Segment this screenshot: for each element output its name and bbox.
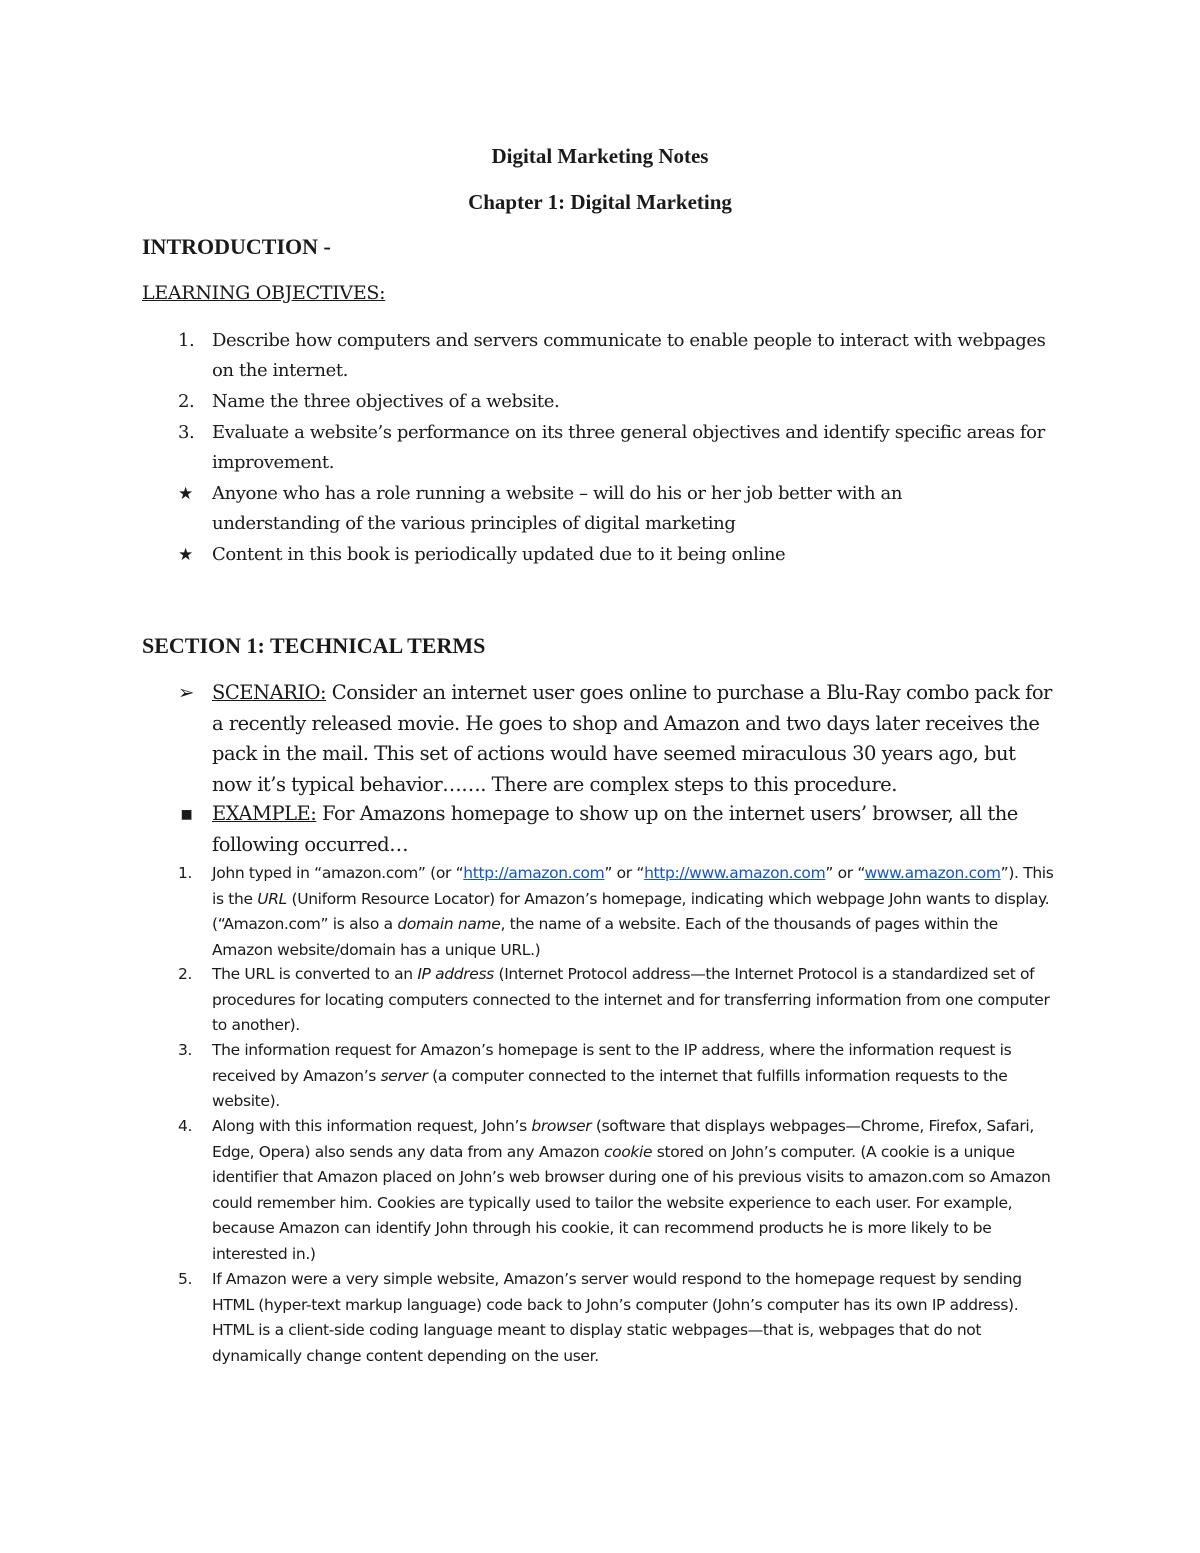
text-run: ” or “ xyxy=(604,864,645,882)
objective-item xyxy=(178,387,1048,417)
scenario-body: Consider an internet user goes online to purchase a Blu-Ray combo pack for a recently released movie. He goes to shop and Amazon and two days later receives the pack in the mail. This set of actions would have seemed miraculous 30 years ago, but now it’s typical behavior……. There are complex steps to this procedure. xyxy=(212,681,1052,796)
objective-text: Content in this book is periodically updated due to it being online xyxy=(212,544,786,565)
text-run: (software that displays webpages—Chrome, Firefox, Safari, Edge, Opera) also sends any data from any Amazon xyxy=(212,1117,1034,1161)
text-run: ”). This is the xyxy=(212,864,1054,908)
objective-text: Evaluate a website’s performance on its three general objectives and identify specific areas for improvement. xyxy=(212,422,1045,473)
arrow-bullet-icon: ➢ xyxy=(178,681,194,704)
step-item xyxy=(178,962,1058,1039)
objective-text: Anyone who has a role running a website – will do his or her job better with an understanding of the various principles of digital marketing xyxy=(212,483,903,534)
document-title: Digital Marketing Notes xyxy=(491,144,709,168)
example-item xyxy=(178,799,1058,860)
objective-text: Name the three objectives of a website. xyxy=(212,391,560,412)
term-server: server xyxy=(380,1066,428,1085)
list-number: 1. xyxy=(178,864,193,882)
objective-item xyxy=(178,418,1048,478)
text-run: (Uniform Resource Locator) for Amazon’s homepage, indicating which webpage John wants to display. (“Amazon.com” is also a xyxy=(212,889,1050,933)
step-text xyxy=(212,962,1058,1039)
section-heading: SECTION 1: TECHNICAL TERMS xyxy=(142,633,486,658)
objective-item xyxy=(178,540,1048,570)
step-item xyxy=(178,861,1058,963)
text-run: stored on John’s computer. (A cookie is a unique identifier that Amazon placed on John’s web browser during one of his previous visits to amazon.com so Amazon could remember him. Cookies are typically used to tailor the website experience to each user. For example, because Amazon can identify John through his cookie, it can recommend products he is more likely to be interested in.) xyxy=(212,1142,1051,1263)
step-text xyxy=(212,1114,1058,1267)
introduction-heading: INTRODUCTION - xyxy=(142,234,331,259)
term-browser: browser xyxy=(531,1117,592,1135)
example-text xyxy=(212,799,1058,860)
objective-text: Describe how computers and servers communicate to enable people to interact with webpages on the internet. xyxy=(212,330,1046,381)
objective-item xyxy=(178,326,1048,386)
step-item xyxy=(178,1038,1058,1115)
text-run: Along with this information request, John’s xyxy=(212,1117,532,1135)
example-label: EXAMPLE: xyxy=(212,802,317,825)
term-url: URL xyxy=(257,889,287,908)
objective-item xyxy=(178,479,1028,539)
text-run: John typed in “amazon.com” (or “ xyxy=(212,864,464,882)
amazon-link[interactable]: http://amazon.com xyxy=(463,864,605,882)
list-number: 3. xyxy=(178,1041,193,1059)
term-cookie: cookie xyxy=(603,1142,653,1161)
text-run: , the name of a website. Each of the thousands of pages within the Amazon website/domain has a unique URL.) xyxy=(212,915,998,959)
term-domain-name: domain name xyxy=(397,915,501,933)
text-run: The URL is converted to an xyxy=(212,965,418,983)
chapter-title: Chapter 1: Digital Marketing xyxy=(468,190,732,214)
list-number: 4. xyxy=(178,1117,193,1135)
text-run: (a computer connected to the internet that fulfills information requests to the website). xyxy=(212,1066,1008,1110)
list-number: 3. xyxy=(178,422,195,443)
square-bullet-icon: ▪ xyxy=(180,802,193,825)
text-run: (Internet Protocol address—the Internet Protocol is a standardized set of procedures for locating computers connected to the internet and for transferring information from one computer to another). xyxy=(212,965,1050,1034)
www-amazon-link[interactable]: www.amazon.com xyxy=(864,864,1001,882)
list-number: 1. xyxy=(178,330,195,351)
scenario-label: SCENARIO: xyxy=(212,681,327,704)
learning-objectives-heading: LEARNING OBJECTIVES: xyxy=(142,282,386,304)
list-number: 5. xyxy=(178,1270,193,1288)
scenario-item xyxy=(178,678,1058,800)
step-text xyxy=(212,1038,1058,1115)
text-run: ” or “ xyxy=(825,864,865,882)
star-bullet-icon: ★ xyxy=(178,484,193,504)
example-body: For Amazons homepage to show up on the internet users’ browser, all the following occurred… xyxy=(212,802,1018,856)
term-ip-address: IP address xyxy=(417,965,494,983)
step-text: If Amazon were a very simple website, Amazon’s server would respond to the homepage request by sending HTML (hyper-text markup language) code back to John’s computer (John’s computer has its own IP address). HTML is a client-side coding language meant to display static webpages—that is, webpages that do not dynamically change content depending on the user. xyxy=(212,1270,1022,1365)
step-item xyxy=(178,1114,1058,1267)
text-run: The information request for Amazon’s homepage is sent to the IP address, where the information request is received by Amazon’s xyxy=(212,1041,1012,1085)
amazon-www-link[interactable]: http://www.amazon.com xyxy=(644,864,826,882)
list-number: 2. xyxy=(178,965,193,983)
scenario-text xyxy=(212,678,1058,800)
list-number: 2. xyxy=(178,391,195,412)
step-text xyxy=(212,861,1058,963)
star-bullet-icon: ★ xyxy=(178,545,193,565)
step-item xyxy=(178,1267,1058,1369)
